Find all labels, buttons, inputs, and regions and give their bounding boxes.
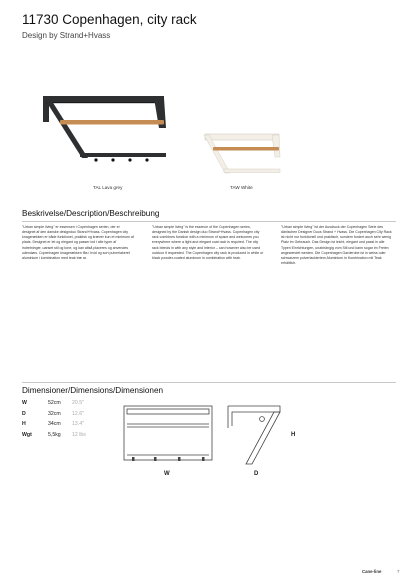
page-title: 11730 Copenhagen, city rack — [22, 12, 197, 27]
dimension-key: Wgt — [22, 431, 32, 438]
dimension-row-weight — [22, 432, 112, 443]
designer-subtitle: Design by Strand+Hvass — [22, 31, 111, 40]
dimension-metric: 34cm — [48, 421, 61, 427]
dimension-key: H — [22, 421, 26, 427]
hook — [178, 457, 181, 461]
product-image-lava-grey — [40, 92, 172, 170]
dimension-key: D — [22, 410, 26, 417]
description-german: "Urban simple living" ist der Ausdruck der Copenhagen Serie des dänischen Designer Duos Strand + Hvass. Die Copenhagen City Rack ist nicht nur funktionell und praktisch, sondern fordert auch sehr wenig Platz im Gebrauch. Das Design ist leicht, elegant und passt in alle Typen Einrichtungen, unabhängig vom Stil und kann sogar im Freien angewendet werden. Die Copenhagen Garderobe ist in weiss oder schwarzem pulverlackiertem Aluminium in Kombination mit Teak erhältlich. — [281, 225, 392, 266]
hook — [94, 158, 97, 161]
caption-white: TAW White — [230, 185, 253, 190]
dimension-imperial: 13.4" — [72, 421, 84, 427]
hook — [132, 457, 135, 461]
dimension-metric: 32cm — [48, 410, 61, 417]
dimension-imperial: 12.6" — [72, 410, 84, 417]
dimension-metric: 5,5kg — [48, 431, 61, 438]
wood-rail — [60, 120, 164, 125]
side-view-drawing — [222, 402, 286, 470]
dimensions-heading: Dimensioner/Dimensions/Dimensionen — [22, 386, 164, 395]
dimension-imperial: 20.5" — [72, 400, 84, 406]
top-shelf — [205, 134, 279, 140]
hook — [202, 457, 205, 461]
shelf-shadow — [46, 102, 164, 103]
width-label: W — [164, 471, 170, 477]
section-divider — [22, 382, 396, 383]
description-english: "Urban simple living" is the essence of the Copenhagen series, designed by the Danish design duo Strand+Hvass. Copenhagen city rack combines function with a minimum of space and welcomes you everywhere where a light and elegant coat rack is required. The city rack blends in with any style and interior – can however also be used outdoor if requested. The Copenhagen city rack is produced in white or black powder-coated aluminum in combination with teak. — [152, 225, 264, 260]
dimensions-table — [22, 400, 112, 442]
dimension-key: W — [22, 400, 27, 406]
description-heading: Beskrivelse/Description/Beschreibung — [22, 209, 160, 218]
hook — [128, 158, 131, 161]
height-label: H — [291, 432, 296, 438]
dimension-imperial: 12 lbs — [72, 431, 86, 438]
caption-lava-grey: TAL Lava grey — [93, 185, 123, 190]
right-bracket — [272, 135, 280, 157]
left-bracket — [44, 98, 88, 158]
dimension-row-depth — [22, 411, 112, 422]
rail-profile — [260, 417, 265, 422]
left-bracket — [204, 135, 230, 173]
page-number: 7 — [397, 568, 400, 574]
brand-logo: Cane-line — [362, 569, 382, 574]
hook-bar — [224, 169, 280, 173]
hook — [145, 158, 148, 161]
depth-label: D — [254, 471, 259, 477]
product-image-white — [200, 131, 282, 179]
top-shelf-outline — [127, 409, 209, 414]
dimension-row-height — [22, 421, 112, 432]
dimension-row-width — [22, 400, 112, 411]
hook — [154, 457, 157, 461]
front-view-drawing — [118, 402, 218, 470]
hook — [111, 158, 114, 161]
diagonal-bracket — [246, 412, 280, 464]
top-shelf — [46, 96, 164, 103]
dimension-metric: 52cm — [48, 400, 61, 406]
description-danish: "Urban simple living" er essensen i Copenhagen serien, der er designet af den danske designduo Strand+Hvass. Copenhagen city knagerækken er både funktionel, praktisk og kræver kun et minimum af plads. Designet er let og elegant og passer ind i alle typer af indretninger, uanset stil og tone, og kan altså placeres og anvendes udendørs. Copenhagen knagerækken fås i hvid og sort pulverlakeret aluminium i kombination med teak træ ar. — [22, 225, 134, 260]
section-divider — [22, 221, 396, 222]
wood-rail — [213, 147, 279, 151]
hook-bar — [80, 153, 166, 157]
